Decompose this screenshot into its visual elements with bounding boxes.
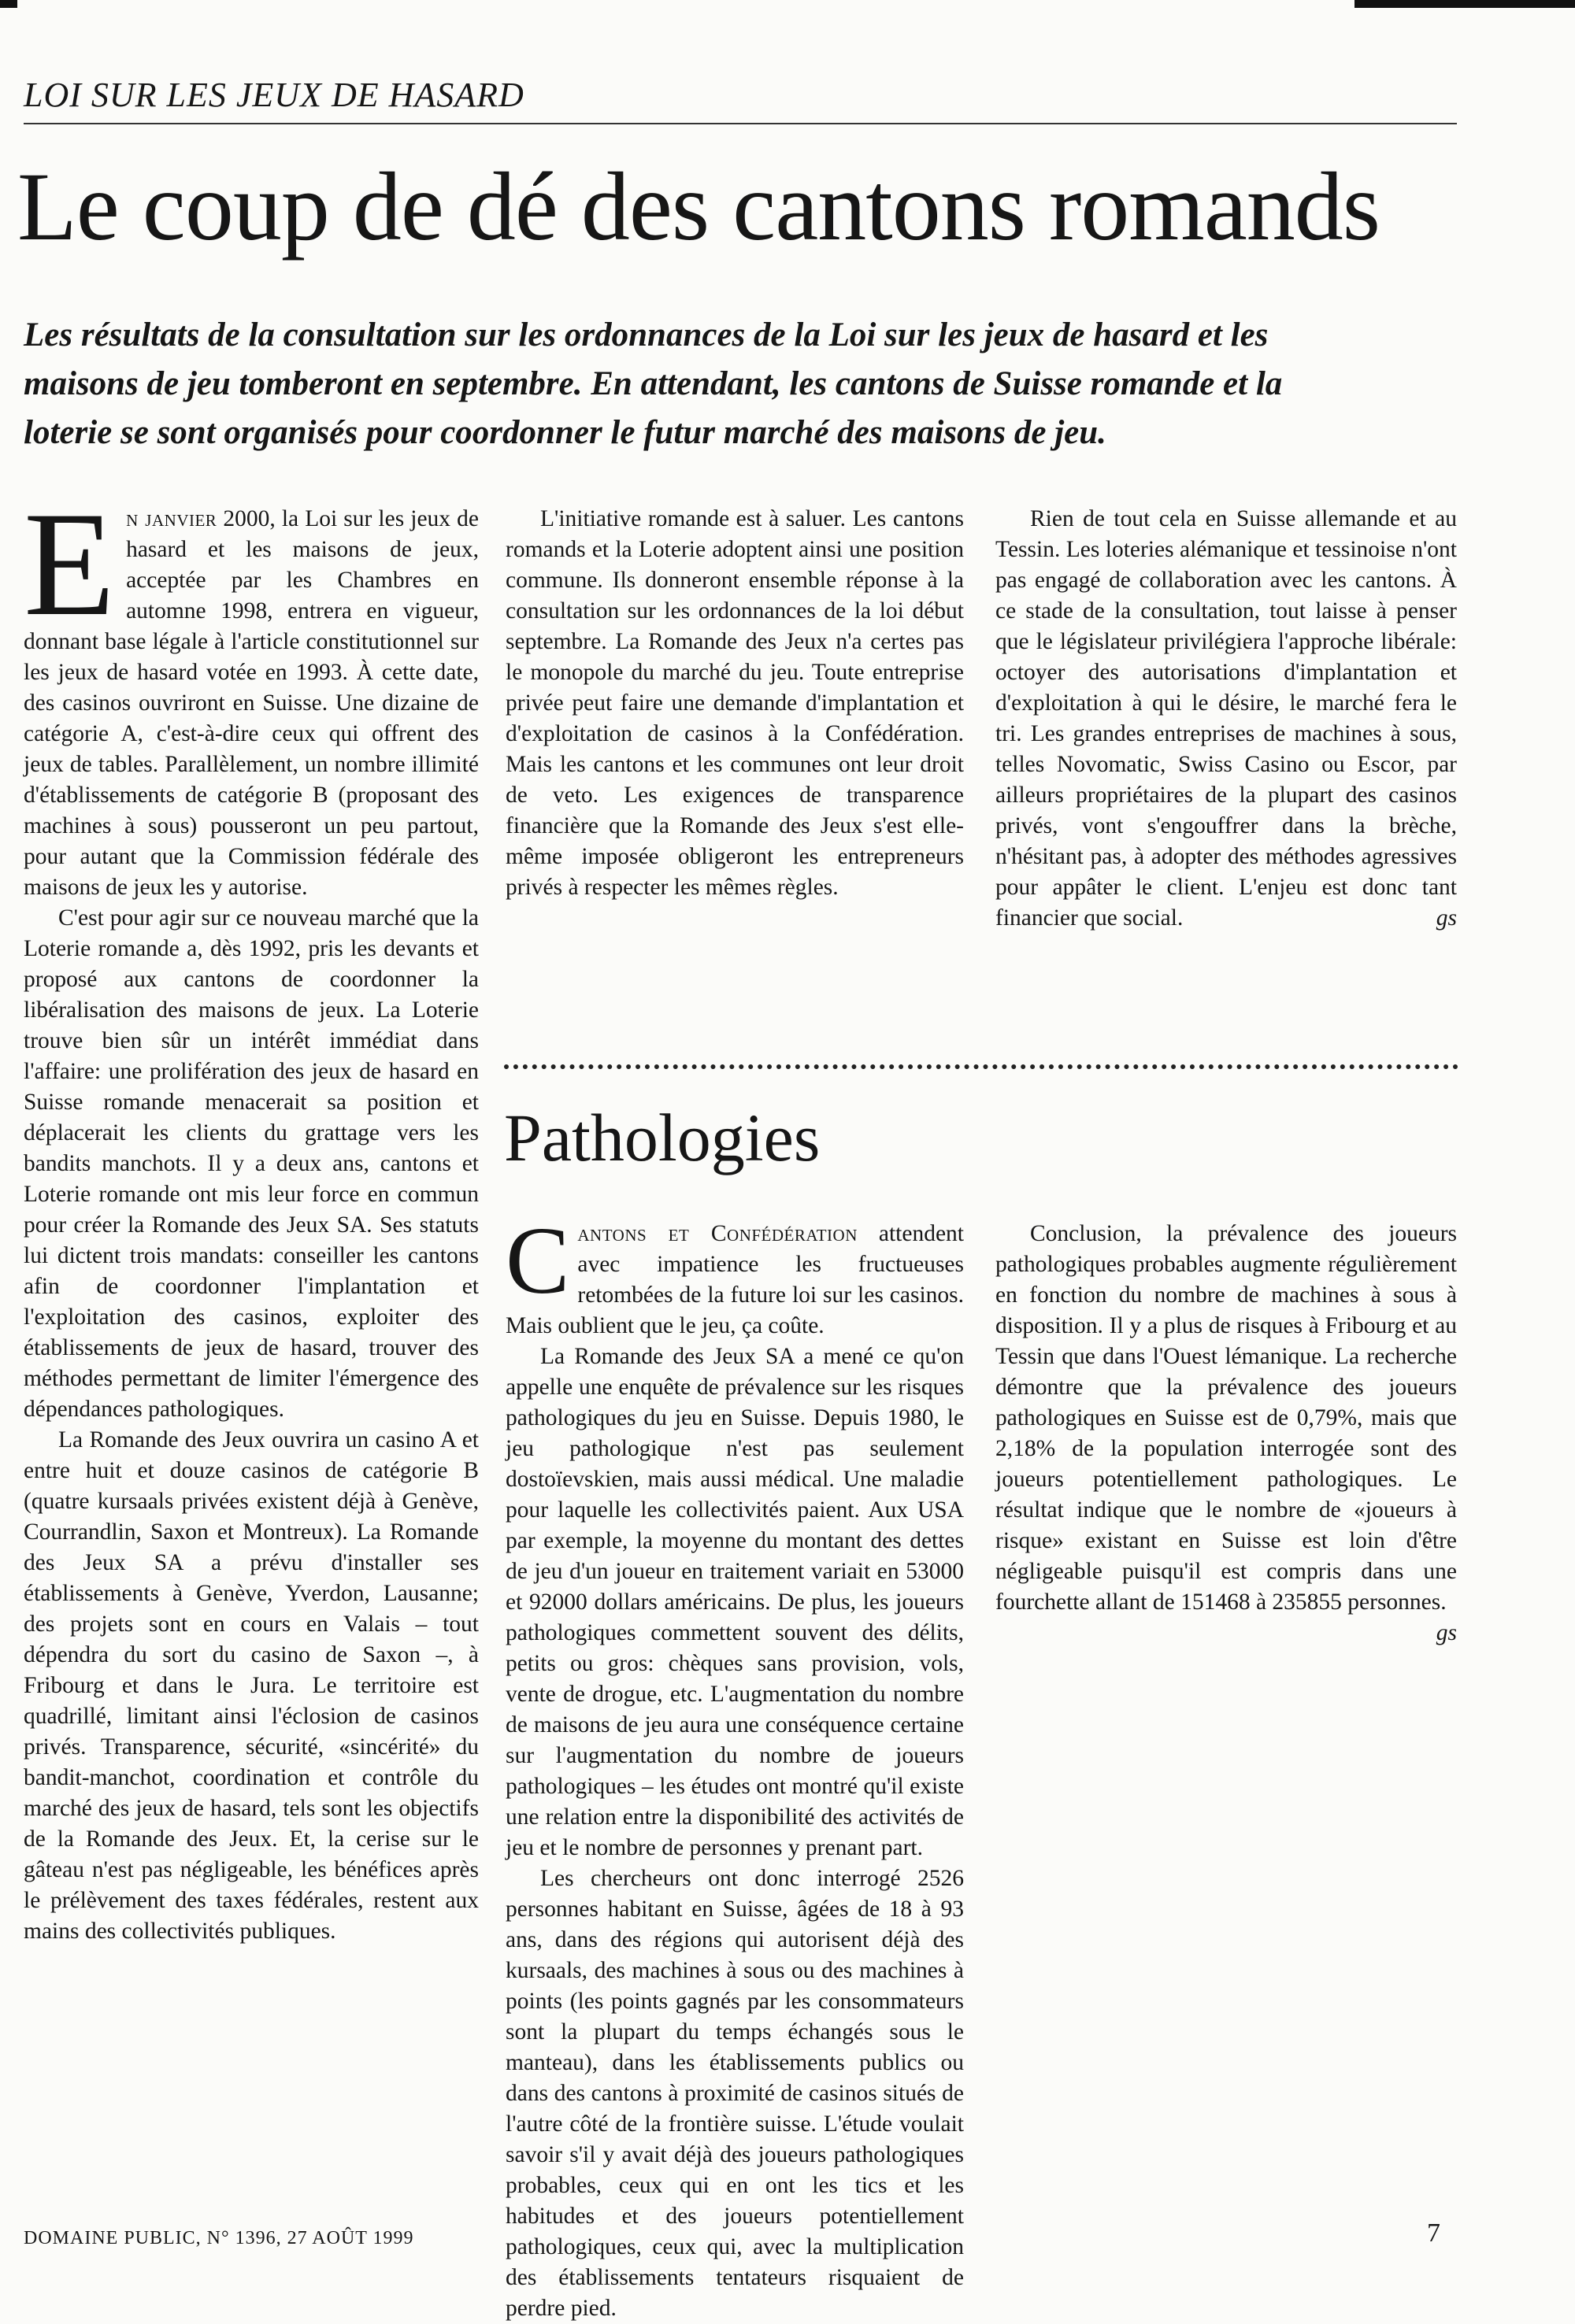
text-column-1: [24, 482, 479, 2181]
smallcaps-opening: n janvier: [126, 506, 217, 531]
text-column-3: [995, 504, 1457, 1039]
paragraph: [24, 482, 479, 903]
paragraph-text: attendent avec impatience les fructueuses retombées de la future loi sur les casinos. Mais oublient que le jeu, ça coûte.: [506, 1221, 964, 1338]
author-signature: gs: [1436, 905, 1457, 931]
author-signature: gs: [1436, 1620, 1457, 1645]
paragraph: La Romande des Jeux SA a mené ce qu'on appelle une enquête de prévalence sur les risques pathologiques du jeu en Suisse. Depuis 1980, le jeu pathologique n'est pas seulement dostoïevskien, mais aussi médical. Une maladie pour laquelle les collectivités paient. Aux USA par exemple, la moyenne du montant des dettes de jeu d'un joueur en traitement variait en 53000 et 92000 dollars américains. De plus, les joueurs pathologiques commettent souvent des délits, petits ou gros: chèques sans provision, vols, vente de drogue, etc. L'augmentation du nombre de maisons de jeu aura une conséquence certaine sur l'augmentation du nombre de joueurs pathologiques – les études ont montré qu'il existe une relation entre la disponibilité des activités de jeu et le nombre de personnes y prenant part.: [506, 1344, 964, 1860]
page-number: 7: [1427, 2219, 1440, 2248]
text-column-5: [995, 1219, 1457, 2187]
section-kicker: LOI SUR LES JEUX DE HASARD: [24, 76, 524, 114]
paragraph-text: Conclusion, la prévalence des joueurs pathologiques probables augmente régulièrement en fonction du nombre de machines à sous à disposition. Il y a plus de risques à Fribourg et au Tessin que dans l'Ouest lémanique. La recherche démontre que la prévalence des joueurs pathologiques en Suisse est de 0,79%, mais que 2,18% de la population interrogée sont des joueurs potentiellement pathologiques. Le résultat indique que le nombre de «joueurs à risque» existant en Suisse est loin d'être négligeable puisqu'il est compris dans une fourchette allant de 151468 à 235855 personnes.: [995, 1221, 1457, 1615]
scan-edge-mark: [1354, 0, 1575, 8]
scan-edge-mark: [0, 0, 17, 8]
paragraph: [995, 1219, 1457, 1645]
publication-footer: DOMAINE PUBLIC, N° 1396, 27 AOÛT 1999: [24, 2228, 414, 2248]
smallcaps-opening: antons et Confédération: [577, 1221, 858, 1246]
drop-cap: E: [24, 482, 116, 647]
article-title: Le coup de dé des cantons romands: [17, 153, 1380, 261]
section-title: Pathologies: [504, 1100, 821, 1175]
paragraph: Les chercheurs ont donc interrogé 2526 personnes habitant en Suisse, âgées de 18 à 93 ans, dans des régions qui autorisent déjà des kursaals, des machines à sous ou des machines à points (les points gagnés par les consommateurs sont la plupart du temps échangés sous le manteau), dans les établissements publics ou dans des cantons à proximité de casinos situés de l'autre côté de la frontière suisse. L'étude voulait savoir s'il y avait déjà des joueurs pathologiques probables, ceux qui en ont les tics et les habitudes et des joueurs potentiellement pathologiques, ceux qui, avec la multiplication des établissements tentateurs risquaient de perdre pied.: [506, 1866, 964, 2321]
dotted-separator: [504, 1064, 1458, 1069]
paragraph: La Romande des Jeux ouvrira un casino A et entre huit et douze casinos de catégorie B (quatre kursaals privées existent déjà à Genève, Courrandlin, Saxon et Montreux). La Romande des Jeux SA a prévu d'installer ses établissements à Genève, Yverdon, Lausanne; des projets sont en cours en Valais – tout dépendra du sort du casino de Saxon –, à Fribourg et dans le Jura. Le territoire est quadrillé, limitant ainsi l'éclosion de casinos privés. Transparence, sécurité, «sincérité» du bandit-manchot, coordination et contrôle du marché des jeux de hasard, tels sont les objectifs de la Romande des Jeux. Et, la cerise sur le gâteau n'est pas négligeable, les bénéfices après le prélèvement des taxes fédérales, restent aux mains des collectivités publiques.: [24, 1427, 479, 1944]
paragraph: [506, 1208, 964, 1341]
paragraph-text: 2000, la Loi sur les jeux de hasard et les maisons de jeux, acceptée par les Chambres en automne 1998, entrera en vigueur, donnant base légale à l'article constitutionnel sur les jeux de hasard votée en 1993. À cette date, des casinos ouvriront en Suisse. Une dizaine de catégorie A, c'est-à-dire ceux qui offrent des jeux de tables. Parallèlement, un nombre illimité d'établissements de catégorie B (proposant des machines à sous) pousseront un peu partout, pour autant que la Commission fédérale des maisons de jeux les y autorise.: [24, 506, 479, 900]
text-column-2: [506, 504, 964, 1039]
drop-cap: C: [506, 1208, 570, 1314]
paragraph-text: Rien de tout cela en Suisse allemande et au Tessin. Les loteries alémanique et tessinoise n'ont pas engagé de collaboration avec les cantons. À ce stade de la consultation, tout laisse à penser que le législateur privilégiera l'approche libérale: octoyer des autorisations d'implantation et d'exploitation à qui le désire, le marché fera le tri. Les grandes entreprises de machines à sous, telles Novomatic, Swiss Casino ou Escor, par ailleurs propriétaires de la plupart des casinos privés, vont s'engouffrer dans la brèche, n'hésitant pas, à adopter des méthodes agressives pour appâter le client. L'enjeu est donc tant financier que social.: [995, 506, 1457, 931]
paragraph: C'est pour agir sur ce nouveau marché que la Loterie romande a, dès 1992, pris les devants et proposé aux cantons de coordonner la libéralisation des maisons de jeux. La Loterie trouve bien sûr un intérêt immédiat dans l'affaire: une prolifération des jeux de hasard en Suisse romande menacerait sa position et déplacerait les clients du grattage vers les bandits manchots. Il y a deux ans, cantons et Loterie romande ont mis leur force en commun pour créer la Romande des Jeux SA. Ses statuts lui dictent trois mandats: conseiller les cantons afin de coordonner l'implantation et l'exploitation des casinos, exploiter des établissements de jeux de hasard, trouver des méthodes permettant de limiter l'émergence des dépendances pathologiques.: [24, 905, 479, 1422]
paragraph: [995, 504, 1457, 934]
article-lead: Les résultats de la consultation sur les ordonnances de la Loi sur les jeux de hasard et les maisons de jeu tomberont en septembre. En attendant, les cantons de Suisse romande et la loterie se sont organisés pour coordonner le futur marché des maisons de jeu.: [24, 316, 1283, 451]
header-rule: [24, 123, 1457, 124]
text-column-4: [506, 1208, 964, 2321]
paragraph: L'initiative romande est à saluer. Les cantons romands et la Loterie adoptent ainsi une position commune. Ils donneront ensemble réponse à la consultation sur les ordonnances de la loi début septembre. La Romande des Jeux n'a certes pas le monopole du marché du jeu. Toute entreprise privée peut faire une demande d'implantation et d'exploitation de casinos à la Confédération. Mais les cantons et les communes ont leur droit de veto. Les exigences de transparence financière que la Romande des Jeux s'est elle-même imposée obligeront les entrepreneurs privés à respecter les mêmes règles.: [506, 506, 964, 900]
